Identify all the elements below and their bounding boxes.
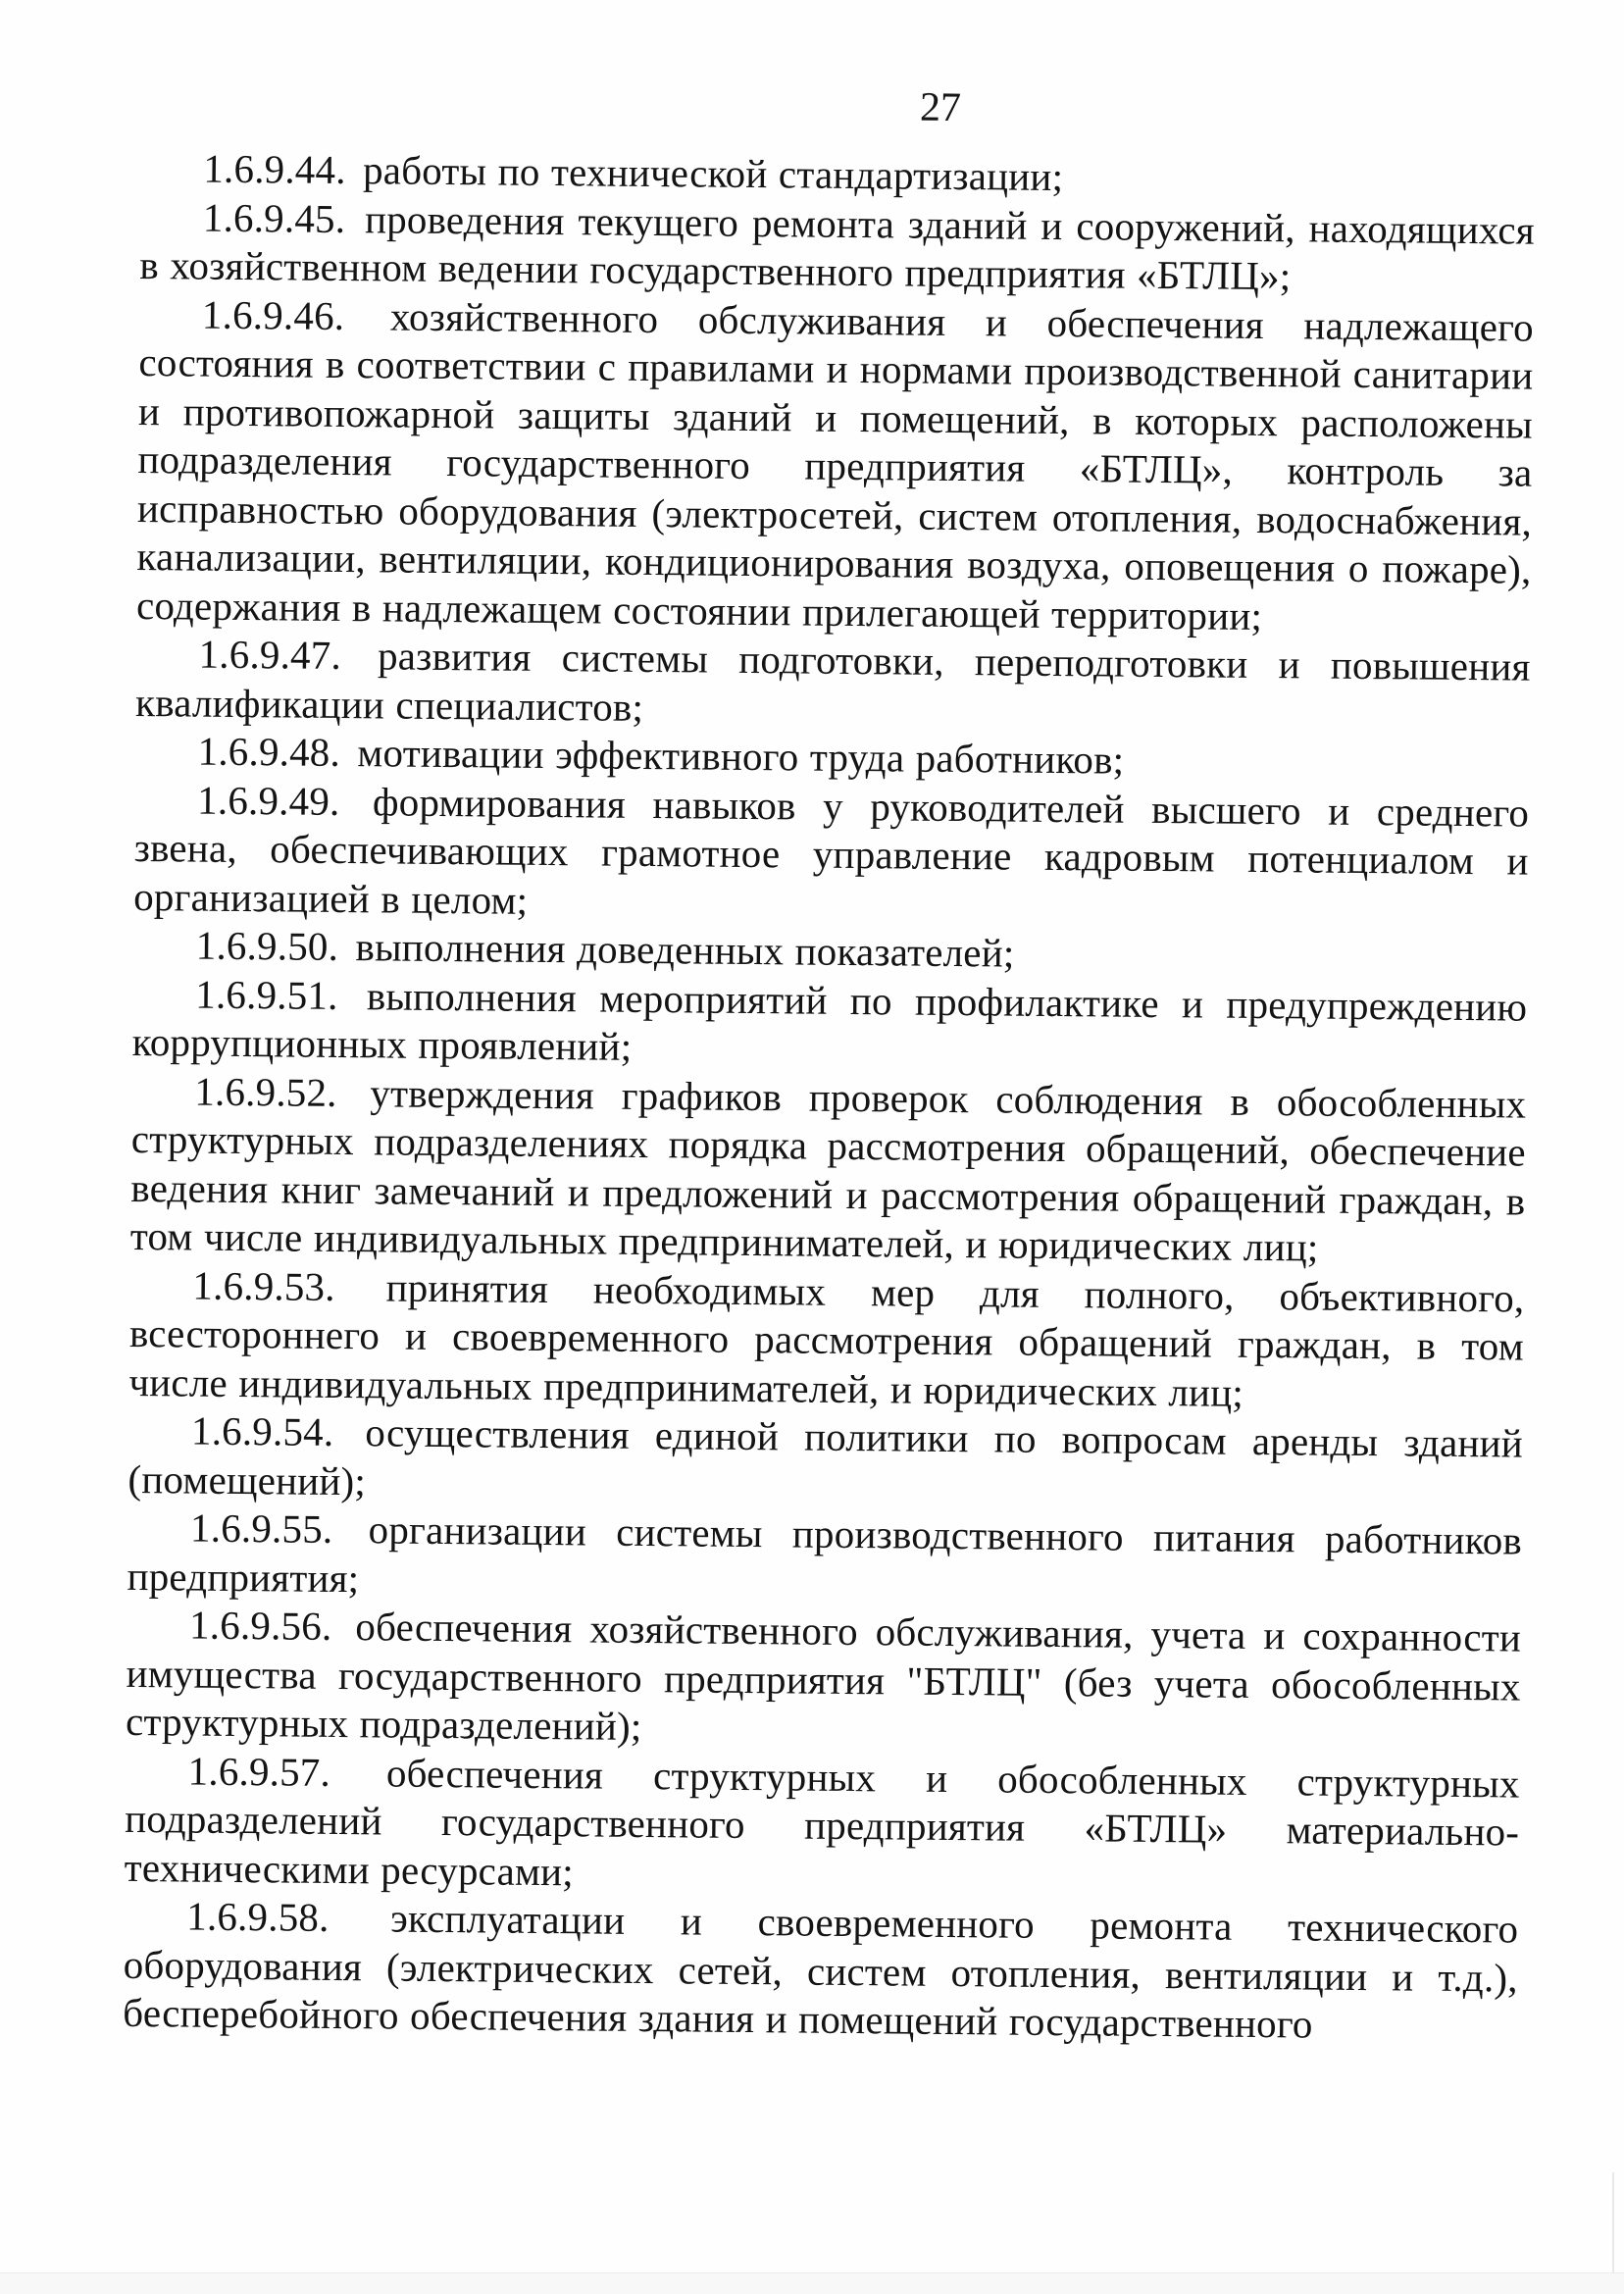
list-item <box>123 1892 1518 2051</box>
list-item <box>127 1504 1522 1614</box>
list-item <box>135 630 1531 740</box>
item-number: 1.6.9.50. <box>195 922 339 969</box>
item-text: работы по технической стандартизации; <box>362 147 1064 200</box>
scan-edge-artifact-bottom <box>0 2272 1624 2294</box>
item-number: 1.6.9.57. <box>187 1748 331 1795</box>
item-text: развития системы подготовки, переподготовки и повышения квалификации специалистов; <box>134 633 1531 730</box>
list-item <box>133 775 1529 934</box>
item-number: 1.6.9.44. <box>203 145 346 193</box>
list-item <box>130 1066 1527 1274</box>
item-number: 1.6.9.45. <box>202 194 346 241</box>
list-item <box>127 1406 1523 1517</box>
item-text: формирования навыков у руководителей высшего и среднего звена, обеспечивающих грамотное управление кадровым потенциалом и организацией в целом; <box>133 778 1530 923</box>
item-number: 1.6.9.48. <box>197 728 341 775</box>
item-number: 1.6.9.55. <box>189 1504 333 1552</box>
item-number: 1.6.9.51. <box>195 971 338 1018</box>
item-number: 1.6.9.47. <box>198 631 342 678</box>
item-text: организации системы производственного питания работников предприятия; <box>127 1506 1523 1601</box>
item-text: хозяйственного обслуживания и обеспечения надлежащего состояния в соответствии с правилами и нормами производственной санитарии и противопожарной защиты зданий и помещений, в которых расположены подразделения государственного предприятия «БТЛЦ», контроль за исправностью оборудования (электросетей, систем отопления, водоснабжения, канализации, вентиляции, кондиционирования воздуха, оповещения о пожаре), содержания в надлежащем состоянии прилегающей территории; <box>135 292 1535 638</box>
item-text: проведения текущего ремонта зданий и сооружений, находящихся в хозяйственном ведении государственного предприятия «БТЛЦ»; <box>139 195 1536 299</box>
item-text: эксплуатации и своевременного ремонта технического оборудования (электрических сетей, систем отопления, вентиляции и т.д.), бесперебойного обеспечения здания и помещений государственного <box>123 1895 1519 2047</box>
item-text: принятия необходимых мер для полного, объективного, всестороннего и своевременного рассмотрения обращений граждан, в том числе индивидуальных предпринимателей, и юридических лиц; <box>128 1263 1525 1415</box>
item-text: выполнения доведенных показателей; <box>355 924 1015 976</box>
list-item <box>128 1260 1524 1419</box>
list-item <box>124 1746 1519 1905</box>
item-number: 1.6.9.58. <box>186 1893 330 1940</box>
item-text: выполнения мероприятий по профилактике и предупреждению коррупционных проявлений; <box>131 972 1528 1069</box>
item-text: осуществления единой политики по вопросам аренды зданий (помещений); <box>127 1409 1524 1504</box>
item-text: мотивации эффективного труда работников; <box>357 730 1125 783</box>
document-body <box>123 144 1535 2051</box>
list-item <box>136 289 1534 642</box>
item-number: 1.6.9.49. <box>196 777 340 824</box>
item-number: 1.6.9.54. <box>190 1407 334 1454</box>
item-text: утверждения графиков проверок соблюдения в обособленных структурных подразделениях порядка рассмотрения обращений, обеспечение ведения книг замечаний и предложений и рассмотрения обращений граждан, в том числе индивидуальных предпринимателей, и юридических лиц; <box>129 1069 1527 1270</box>
item-text: обеспечения хозяйственного обслуживания, учета и сохранности имущества государственного предприятия "БТЛЦ" (без учета обособленных структурных подразделений); <box>125 1604 1522 1749</box>
item-number: 1.6.9.52. <box>194 1068 337 1115</box>
item-number: 1.6.9.56. <box>188 1602 332 1649</box>
page-number: 27 <box>919 84 962 131</box>
item-text: обеспечения структурных и обособленных структурных подразделений государственного предприятия «БТЛЦ» материально-техническими ресурсами; <box>124 1749 1520 1894</box>
item-number: 1.6.9.53. <box>192 1262 335 1309</box>
list-item <box>132 969 1528 1080</box>
list-item <box>139 192 1535 303</box>
item-number: 1.6.9.46. <box>201 291 345 338</box>
list-item <box>126 1601 1521 1759</box>
